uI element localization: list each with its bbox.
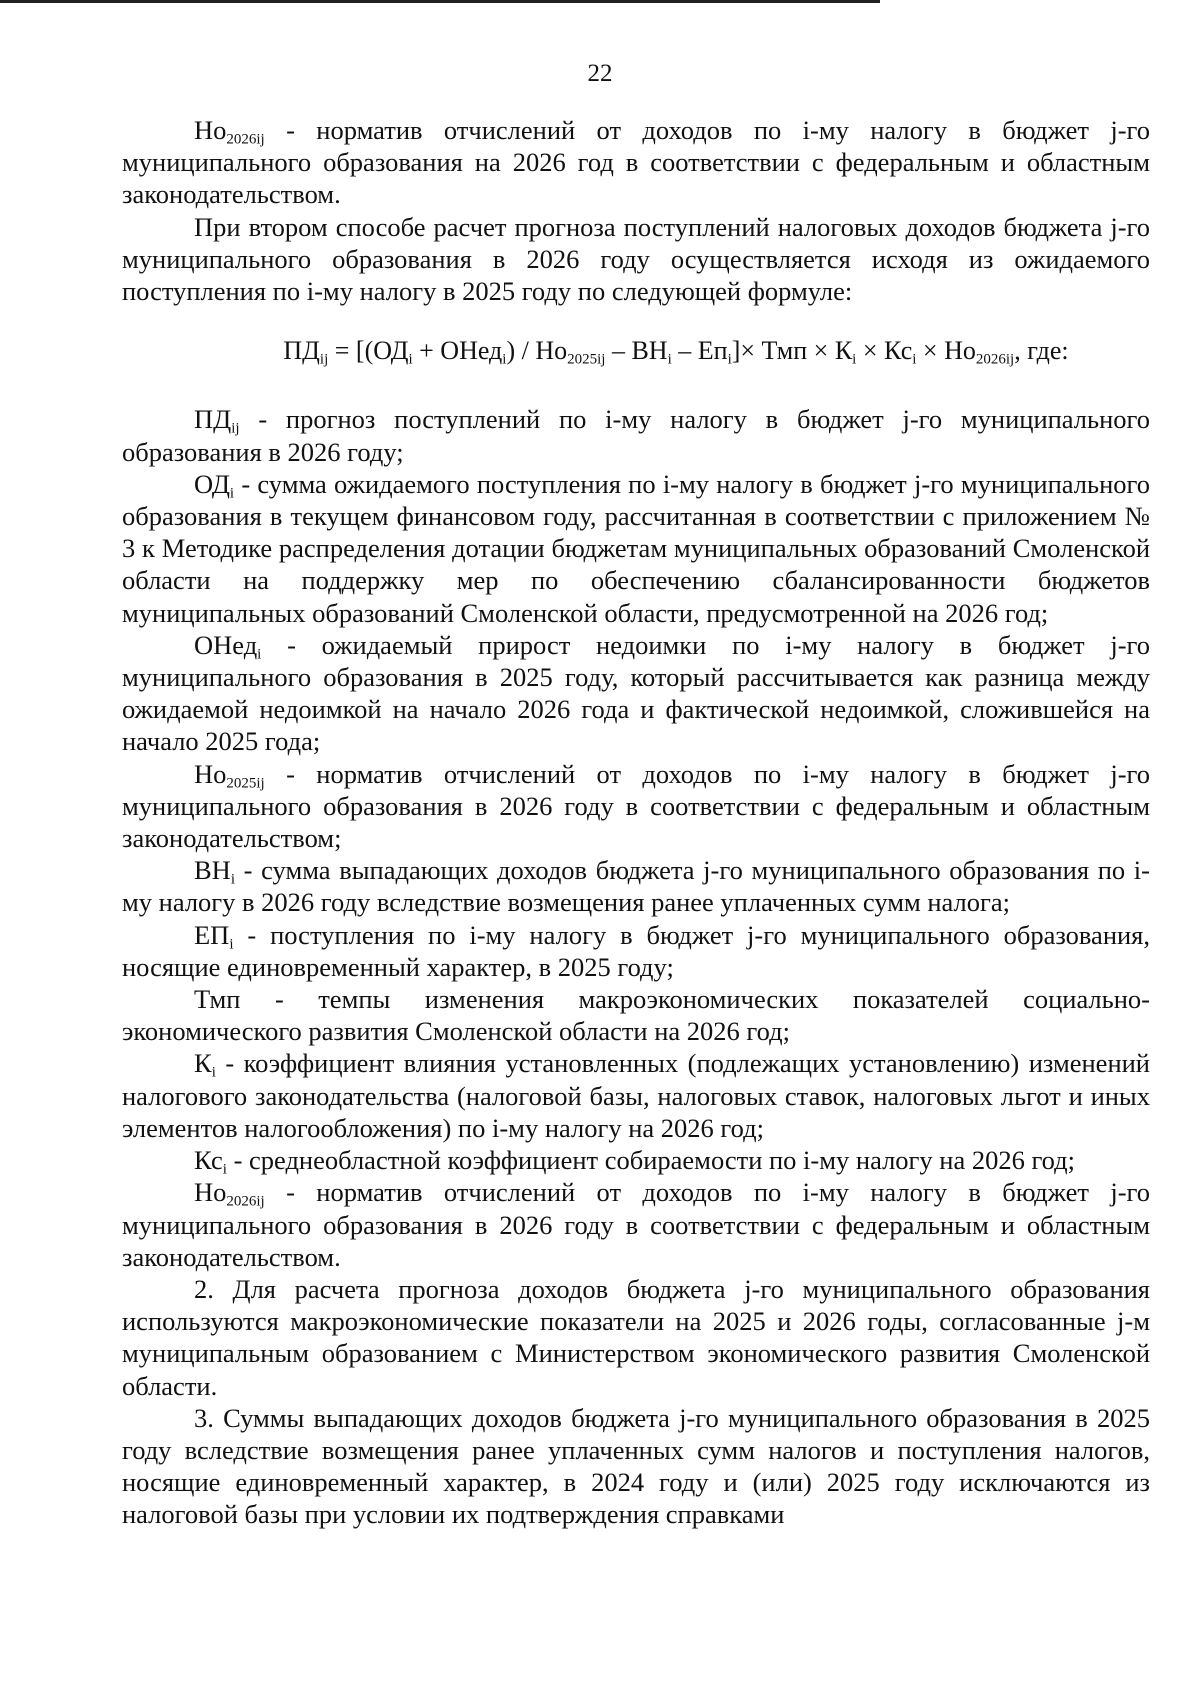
term: Но	[194, 115, 227, 145]
definition-item: $Но_{2026ij}$ - норматив отчислений от доходов по i-му налогу в бюджет j-го муниципального образования в 2026 году в соответствии с федеральным и областным законодательством.	[122, 1177, 1150, 1272]
term-subscript: 2026ij	[226, 131, 265, 148]
definition-item: $К_i$ - коэффициент влияния установленных (подлежащих установлению) изменений налогового законодательства (налоговой базы, налоговых ставок, налоговых льгот и иных элементов налогообложения) по i-му налогу на 2026 год;	[122, 1048, 1150, 1143]
definition-item: $ЕП_i$ - поступления по i-му налогу в бюджет j-го муниципального образования, носящие единовременный характер, в 2025 году;	[122, 919, 1150, 982]
definition-item: $ПД_{ij}$ - прогноз поступлений по i-му налогу в бюджет j-го муниципального образования в 2026 году;	[122, 404, 1150, 467]
definition-item: ОНед$_i$ - ожидаемый прирост недоимки по i-му налогу в бюджет j-го муниципального образования в 2025 году, который рассчитывается как разница между ожидаемой недоимкой на начало 2026 года и фактической недоимкой, сложившейся на начало 2025 года;	[122, 629, 1150, 757]
page-number: 22	[587, 60, 613, 87]
term-text: - норматив отчислений от доходов по i-му налогу в бюджет j-го муниципального образования на 2026 год в соответствии с федеральным и областным законодательством.	[122, 115, 1150, 210]
intro-ho-definition	[122, 114, 1150, 211]
paragraph-2: 2. Для расчета прогноза доходов бюджета j-го муниципального образования используются макроэкономические показатели на 2025 и 2026 годы, согласованные j-м муниципальным образованием с Министерством экономического развития Смоленской области.	[122, 1273, 1150, 1401]
paragraph-3: 3. Суммы выпадающих доходов бюджета j-го муниципального образования в 2025 году вследствие возмещения ранее уплаченных сумм налогов и поступления налогов, носящие единовременный характер, в 2024 году и (или) 2025 году исключаются из налоговой базы при условии их подтверждения справками	[122, 1402, 1150, 1530]
definition-item: $ВН_i$ - сумма выпадающих доходов бюджета j-го муниципального образования по i-му налогу в 2026 году вследствие возмещения ранее уплаченных сумм налога;	[122, 855, 1150, 918]
method2-paragraph: При втором способе расчет прогноза поступлений налоговых доходов бюджета j-го муниципального образования в 2026 году осуществляется исходя из ожидаемого поступления по i-му налогу в 2025 году по следующей формуле:	[122, 211, 1150, 307]
document-body	[122, 114, 1150, 1531]
definition-item: Тмп - темпы изменения макроэкономических показателей социально-экономического развития Смоленской области на 2026 год;	[122, 984, 1150, 1047]
definition-item: $ОД_i$ - сумма ожидаемого поступления по i-му налогу в бюджет j-го муниципального образования в текущем финансовом году, рассчитанная в соответствии с приложением № 3 к Методике распределения дотации бюджетам муниципальных образований Смоленской области на поддержку мер по обеспечению сбалансированности бюджетов муниципальных образований Смоленской области, предусмотренной на 2026 год;	[122, 468, 1150, 628]
definition-item: $Кс_i$ - среднеобластной коэффициент собираемости по i-му налогу на 2026 год;	[194, 1145, 1076, 1178]
scan-top-border	[0, 0, 880, 3]
definition-item: $Но_{2025ij}$ - норматив отчислений от доходов по i-му налогу в бюджет j-го муниципального образования в 2026 году в соответствии с федеральным и областным законодательством;	[122, 758, 1150, 854]
forecast-formula: $ПД_{ij} = [(ОД_i$ + ОНед$_i$) / $Но_{2025ij} - ВН_i - Еп_i]\times$ Тмп × $К_i \times Кс_i \times Но_{2026ij}$, где:	[283, 336, 1069, 368]
